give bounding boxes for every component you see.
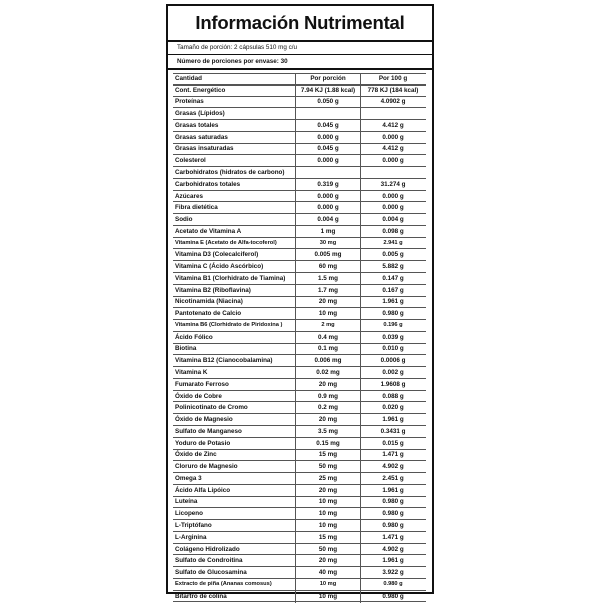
- table-row: [173, 191, 426, 203]
- table-row: [173, 144, 426, 156]
- row-per-100g: 0.980 g: [382, 310, 404, 318]
- table-row: [173, 261, 426, 273]
- row-nutrient: Proteínas: [175, 98, 204, 106]
- table-row: [173, 567, 426, 579]
- table-row: [173, 155, 426, 167]
- row-per-serving: 0.9 mg: [318, 392, 338, 400]
- row-per-serving: 0.319 g: [317, 180, 339, 188]
- table-row: [173, 226, 426, 238]
- row-nutrient: Sulfato de Manganeso: [175, 427, 242, 435]
- row-nutrient: Vitamina C (Ácido Ascórbico): [175, 263, 264, 271]
- table-row: [173, 273, 426, 285]
- table-row: [173, 97, 426, 109]
- row-nutrient: Colesterol: [175, 157, 206, 165]
- table-row: [173, 167, 426, 179]
- row-nutrient: Polinicotinato de Cromo: [175, 404, 248, 412]
- row-per-serving: 20 mg: [318, 416, 338, 424]
- row-nutrient: Colágeno Hidrolizado: [175, 545, 240, 553]
- row-per-serving: 0.045 g: [317, 121, 339, 129]
- row-per-100g: [361, 167, 425, 178]
- table-row: [173, 202, 426, 214]
- table-row: [173, 320, 426, 332]
- row-per-100g: 0.010 g: [382, 345, 404, 353]
- row-per-100g: 0.088 g: [382, 392, 404, 400]
- serving-size: Tamaño de porción: 2 cápsulas 510 mg c/u: [177, 44, 298, 51]
- row-nutrient: Fibra dietética: [175, 204, 218, 212]
- row-per-100g: 0.147 g: [382, 274, 404, 282]
- row-nutrient: Grasas saturadas: [175, 133, 228, 141]
- table-header: [173, 73, 426, 85]
- row-per-serving: 10 mg: [318, 498, 338, 506]
- row-per-100g: 0.980 g: [382, 592, 404, 600]
- row-nutrient: Óxido de Magnesio: [175, 416, 233, 424]
- row-per-100g: 2.451 g: [382, 474, 404, 482]
- row-nutrient: Carbohidratos totales: [175, 180, 241, 188]
- row-nutrient: Biotina: [175, 345, 197, 353]
- table-row: [173, 120, 426, 132]
- row-per-100g: 0.098 g: [382, 227, 404, 235]
- row-nutrient: Extracto de piña (Ananas comosus): [175, 581, 272, 588]
- row-per-100g: [361, 108, 425, 119]
- row-per-serving: 1.7 mg: [318, 286, 338, 294]
- row-per-serving: 50 mg: [318, 463, 338, 471]
- row-per-serving: 0.02 mg: [316, 369, 340, 377]
- row-nutrient: Vitamina K: [175, 369, 208, 377]
- table-row: [173, 85, 426, 97]
- row-nutrient: Bitartro de colina: [175, 592, 227, 600]
- table-row: [173, 402, 426, 414]
- row-per-serving: 10 mg: [318, 310, 338, 318]
- row-per-serving: 0.15 mg: [316, 439, 340, 447]
- row-per-100g: 0.980 g: [382, 521, 404, 529]
- row-per-serving: 20 mg: [318, 298, 338, 306]
- row-nutrient: L-Arginina: [175, 533, 207, 541]
- row-nutrient: Omega 3: [175, 474, 202, 482]
- row-per-serving: 0.4 mg: [318, 333, 338, 341]
- row-nutrient: Ácido Alfa Lipóico: [175, 486, 231, 494]
- row-nutrient: Grasas totales: [175, 121, 219, 129]
- table-row: [173, 297, 426, 309]
- serving-divider: [168, 54, 432, 55]
- table-row: [173, 438, 426, 450]
- table-row: [173, 473, 426, 485]
- row-nutrient: Acetato de Vitamina A: [175, 227, 242, 235]
- row-per-serving: 10 mg: [318, 592, 338, 600]
- table-row: [173, 555, 426, 567]
- row-nutrient: Grasas insaturadas: [175, 145, 234, 153]
- row-per-serving: 3.5 mg: [318, 427, 338, 435]
- row-per-100g: 0.004 g: [382, 216, 404, 224]
- title-divider: [168, 40, 432, 42]
- table-row: [173, 344, 426, 356]
- row-per-100g: 0.980 g: [382, 498, 404, 506]
- row-per-100g: 0.002 g: [382, 369, 404, 377]
- row-per-serving: 0.1 mg: [318, 345, 338, 353]
- row-per-100g: 1.961 g: [382, 298, 404, 306]
- row-per-serving: 10 mg: [318, 521, 338, 529]
- row-per-100g: 4.0902 g: [380, 98, 406, 106]
- row-per-serving: [296, 167, 360, 178]
- row-per-serving: 0.050 g: [317, 98, 339, 106]
- row-per-serving: 0.000 g: [317, 157, 339, 165]
- row-per-100g: 4.412 g: [382, 121, 404, 129]
- row-per-100g: 4.902 g: [382, 463, 404, 471]
- row-per-serving: 1 mg: [320, 227, 336, 235]
- row-per-serving: 10 mg: [318, 510, 338, 518]
- row-per-serving: 15 mg: [318, 533, 338, 541]
- table-row: [173, 497, 426, 509]
- table-row: [173, 414, 426, 426]
- table-row: [173, 379, 426, 391]
- row-per-serving: 0.006 mg: [314, 357, 342, 365]
- row-nutrient: Óxido de Cobre: [175, 392, 222, 400]
- row-per-serving: 30 mg: [319, 240, 337, 247]
- row-nutrient: Sulfato de Condroitina: [175, 557, 243, 565]
- table-row: [173, 332, 426, 344]
- row-per-serving: 7.94 KJ (1.88 kcal): [300, 87, 356, 95]
- row-nutrient: Vitamina E (Acetato de Alfa-tocoferol): [175, 240, 277, 247]
- row-nutrient: Luteína: [175, 498, 198, 506]
- label-title: Información Nutrimental: [195, 12, 405, 33]
- row-nutrient: Vitamina B2 (Riboflavina): [175, 286, 251, 294]
- row-per-100g: 2.941 g: [383, 240, 403, 247]
- row-per-serving: 20 mg: [318, 380, 338, 388]
- row-nutrient: Óxido de Zinc: [175, 451, 217, 459]
- table-row: [173, 179, 426, 191]
- row-nutrient: Nicotinamida (Niacina): [175, 298, 243, 306]
- row-nutrient: Licopeno: [175, 510, 203, 518]
- row-per-100g: 0.000 g: [382, 133, 404, 141]
- header-por-100g: Por 100 g: [378, 75, 408, 83]
- table-row: [173, 591, 426, 603]
- servings-divider: [168, 68, 432, 70]
- row-nutrient: Pantotenato de Calcio: [175, 310, 242, 318]
- row-nutrient: Vitamina D3 (Colecalciferol): [175, 251, 259, 259]
- nutrition-table: [173, 73, 426, 602]
- row-per-100g: 0.000 g: [382, 192, 404, 200]
- header-por-porcion: Por porción: [310, 75, 346, 83]
- row-nutrient: L-Triptófano: [175, 521, 212, 529]
- row-nutrient: Sulfato de Glucosamina: [175, 569, 247, 577]
- row-per-serving: 0.000 g: [317, 192, 339, 200]
- row-per-serving: 2 mg: [321, 322, 335, 329]
- row-nutrient: Cont. Energético: [175, 87, 226, 95]
- row-per-serving: 1.5 mg: [318, 274, 338, 282]
- row-per-serving: 25 mg: [318, 474, 338, 482]
- row-per-100g: 1.471 g: [382, 533, 404, 541]
- row-per-100g: 0.0006 g: [380, 357, 406, 365]
- table-row: [173, 355, 426, 367]
- row-nutrient: Vitamina B6 (Clorhidrato de Piridoxina ): [175, 322, 283, 329]
- row-per-100g: 0.3431 g: [380, 427, 406, 435]
- row-per-100g: 0.167 g: [382, 286, 404, 294]
- table-row: [173, 238, 426, 250]
- table-row: [173, 508, 426, 520]
- row-per-100g: 3.922 g: [382, 569, 404, 577]
- servings-per-container: Número de porciones por envase: 30: [177, 58, 288, 65]
- row-per-100g: 0.980 g: [382, 510, 404, 518]
- table-row: [173, 520, 426, 532]
- row-per-100g: 0.005 g: [382, 251, 404, 259]
- row-per-100g: 4.412 g: [382, 145, 404, 153]
- row-nutrient: Azúcares: [175, 192, 204, 200]
- table-row: [173, 132, 426, 144]
- nutrition-label: [166, 4, 434, 600]
- row-per-100g: 1.961 g: [382, 416, 404, 424]
- table-row: [173, 391, 426, 403]
- table-body: [173, 85, 426, 603]
- row-nutrient: Ácido Fólico: [175, 333, 213, 341]
- table-row: [173, 108, 426, 120]
- row-per-100g: 0.015 g: [382, 439, 404, 447]
- row-per-serving: 0.045 g: [317, 145, 339, 153]
- table-row: [173, 544, 426, 556]
- row-per-serving: 40 mg: [318, 569, 338, 577]
- row-per-100g: 31.274 g: [380, 180, 406, 188]
- table-row: [173, 579, 426, 591]
- row-per-serving: 10 mg: [319, 581, 337, 588]
- table-row: [173, 214, 426, 226]
- row-per-serving: 20 mg: [318, 486, 338, 494]
- row-per-serving: 0.2 mg: [318, 404, 338, 412]
- row-nutrient: Yoduro de Potasio: [175, 439, 231, 447]
- table-row: [173, 461, 426, 473]
- row-nutrient: Vitamina B1 (Clorhidrato de Tiamina): [175, 274, 286, 282]
- row-per-100g: 0.020 g: [382, 404, 404, 412]
- row-per-100g: 1.961 g: [382, 486, 404, 494]
- row-per-100g: 1.9608 g: [380, 380, 406, 388]
- table-row: [173, 426, 426, 438]
- row-per-serving: 0.000 g: [317, 204, 339, 212]
- row-per-100g: 5.882 g: [382, 263, 404, 271]
- row-per-100g: 0.039 g: [382, 333, 404, 341]
- header-cantidad: Cantidad: [175, 75, 202, 83]
- row-per-100g: 0.196 g: [383, 322, 403, 329]
- row-nutrient: Vitamina B12 (Cianocobalamina): [175, 357, 273, 365]
- row-nutrient: Grasas (Lípidos): [175, 110, 225, 118]
- row-nutrient: Cloruro de Magnesio: [175, 463, 238, 471]
- table-row: [173, 450, 426, 462]
- row-per-serving: 0.000 g: [317, 133, 339, 141]
- table-row: [173, 367, 426, 379]
- row-per-serving: 15 mg: [318, 451, 338, 459]
- row-per-serving: 0.005 mg: [314, 251, 342, 259]
- row-per-100g: 1.471 g: [382, 451, 404, 459]
- row-per-100g: 1.961 g: [382, 557, 404, 565]
- row-per-100g: 0.000 g: [382, 204, 404, 212]
- row-nutrient: Carbohidratos (hidratos de carbono): [175, 169, 285, 176]
- row-per-serving: [296, 108, 360, 119]
- row-per-serving: 20 mg: [318, 557, 338, 565]
- row-per-100g: 0.000 g: [382, 157, 404, 165]
- row-nutrient: Fumarato Ferroso: [175, 380, 229, 388]
- row-per-serving: 0.004 g: [317, 216, 339, 224]
- table-row: [173, 249, 426, 261]
- table-row: [173, 285, 426, 297]
- table-row: [173, 532, 426, 544]
- table-row: [173, 485, 426, 497]
- row-per-100g: 0.980 g: [383, 581, 403, 588]
- table-row: [173, 308, 426, 320]
- row-per-serving: 60 mg: [318, 263, 338, 271]
- row-per-100g: 778 KJ (184 kcal): [367, 87, 419, 95]
- row-per-100g: 4.902 g: [382, 545, 404, 553]
- row-nutrient: Sodio: [175, 216, 193, 224]
- row-per-serving: 50 mg: [318, 545, 338, 553]
